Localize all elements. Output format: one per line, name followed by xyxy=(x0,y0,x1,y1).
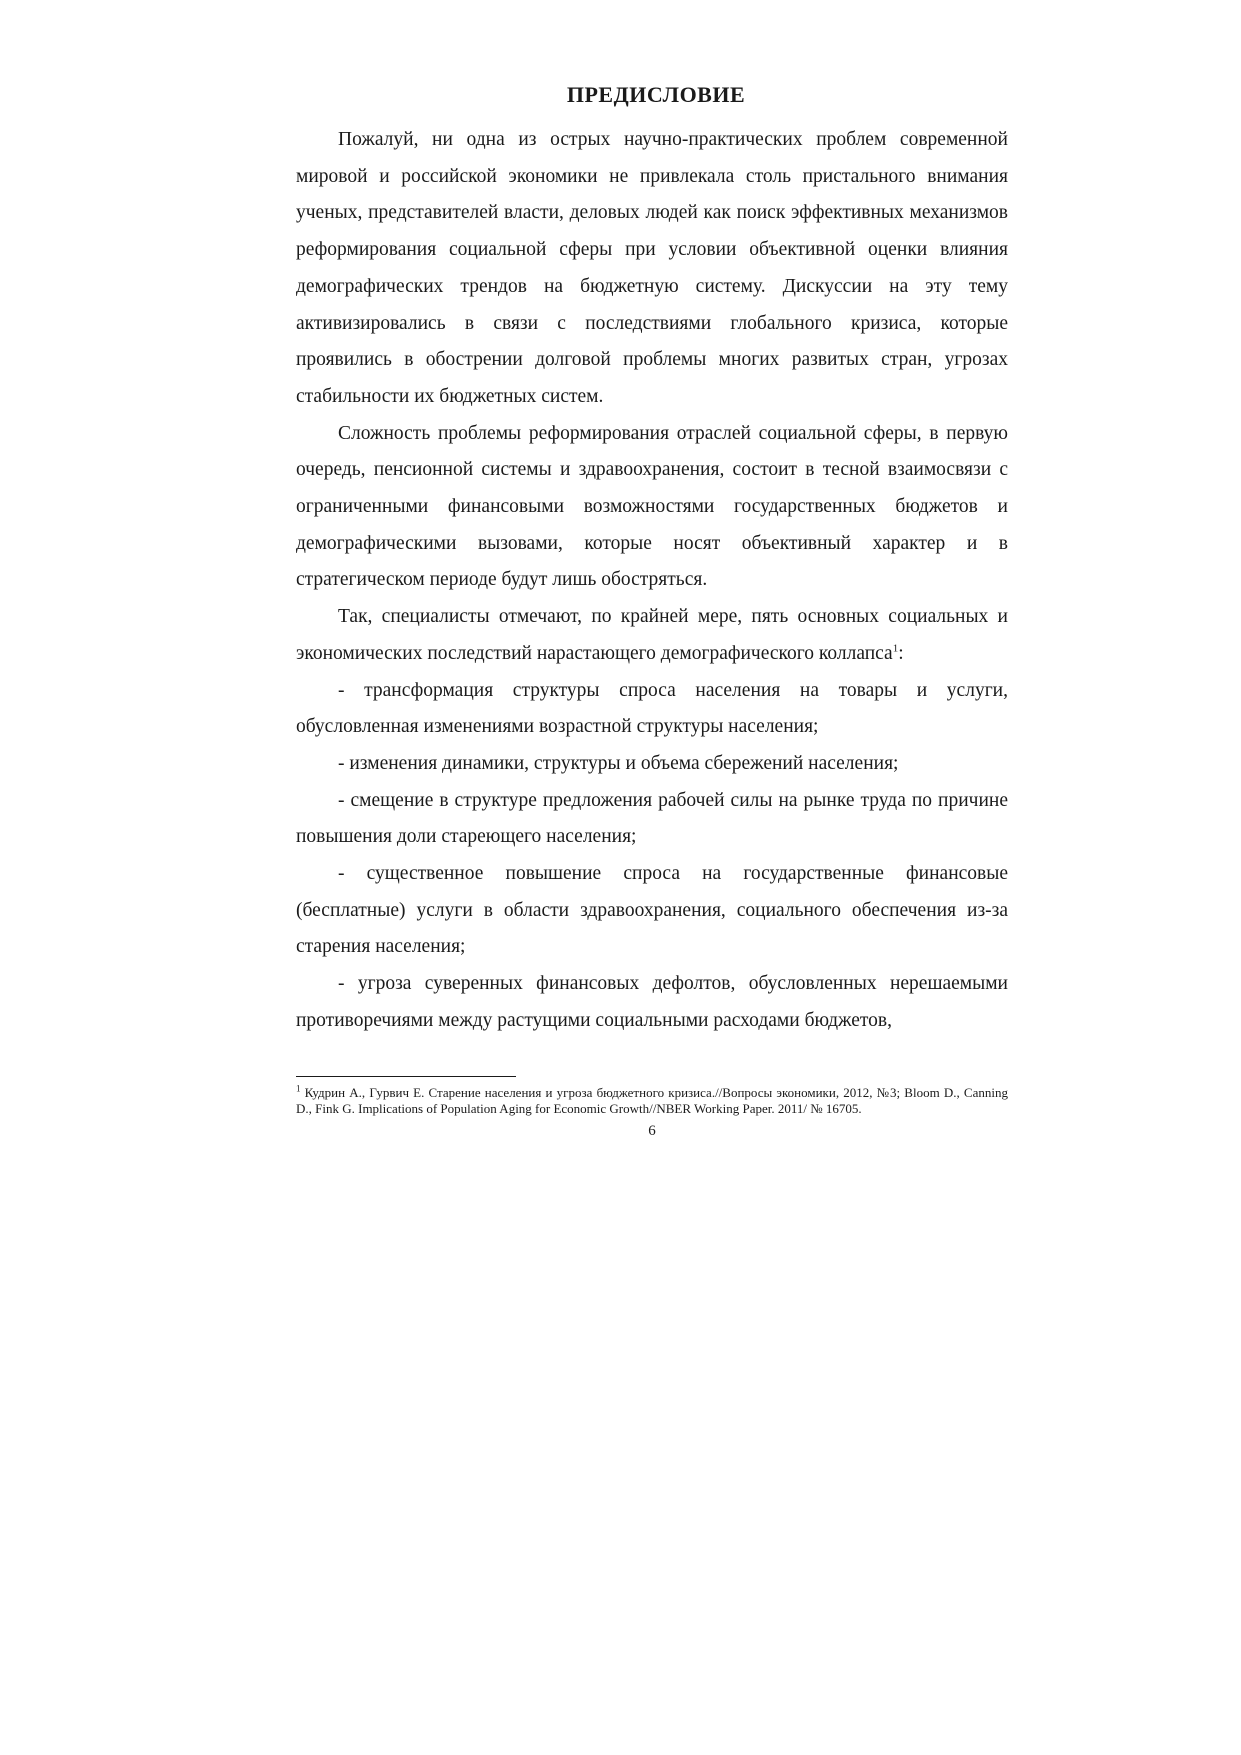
list-item: - существенное повышение спроса на государственные финансовые (бесплатные) услуги в области здравоохранения, социального обеспечения из-за старения населения; xyxy=(296,863,1008,958)
list-item: - изменения динамики, структуры и объема сбережений населения; xyxy=(338,752,899,774)
list-item: - трансформация структуры спроса населения на товары и услуги, обусловленная изменениями возрастной структуры населения; xyxy=(296,679,1008,738)
intro-text: Так, специалисты отмечают, по крайней мере, пять основных социальных и экономических последствий нарастающего демографического коллапса xyxy=(296,606,1008,664)
footnote-text: Кудрин А., Гурвич Е. Старение населения и угроза бюджетного кризиса.//Вопросы экономики, 2012, №3; Bloom D., Canning D., Fink G. Implications of Population Aging for Economic Growth//NBER Working Paper. 2011/ № 16705. xyxy=(296,1084,1008,1116)
paragraph-2: Сложность проблемы реформирования отраслей социальной сферы, в первую очередь, пенсионной системы и здравоохранения, состоит в тесной взаимосвязи с ограниченными финансовыми возможностями государственных бюджетов и демографическими вызовами, которые носят объективный характер и в стратегическом периоде будут лишь обостряться. xyxy=(296,422,1008,591)
footnote-divider xyxy=(296,1076,516,1077)
intro-tail: : xyxy=(898,642,904,664)
page-title: ПРЕДИСЛОВИЕ xyxy=(566,82,746,107)
footnote-marker: 1 xyxy=(296,1083,301,1094)
footnote-reference[interactable]: 1 xyxy=(892,642,899,655)
paragraph-1: Пожалуй, ни одна из острых научно-практических проблем современной мировой и российской экономики не привлекала столь пристального внимания ученых, представителей власти, деловых людей как поиск эффективных механизмов реформирования социальной сферы при условии объективной оценки влияния демографических трендов на бюджетную систему. Дискуссии на эту тему активизировались в связи с последствиями глобального кризиса, которые проявились в обострении долговой проблемы многих развитых стран, угрозах стабильности их бюджетных систем. xyxy=(296,129,1008,407)
page-number: 6 xyxy=(648,1122,656,1139)
list-item: - угроза суверенных финансовых дефолтов, обусловленных нерешаемыми противоречиями между растущими социальными расходами бюджетов, xyxy=(296,973,1008,1031)
list-item: - смещение в структуре предложения рабочей силы на рынке труда по причине повышения доли стареющего населения; xyxy=(296,789,1008,848)
footnote xyxy=(296,1085,1008,1117)
document-page xyxy=(296,82,1008,1140)
paragraph-intro xyxy=(296,599,1008,672)
